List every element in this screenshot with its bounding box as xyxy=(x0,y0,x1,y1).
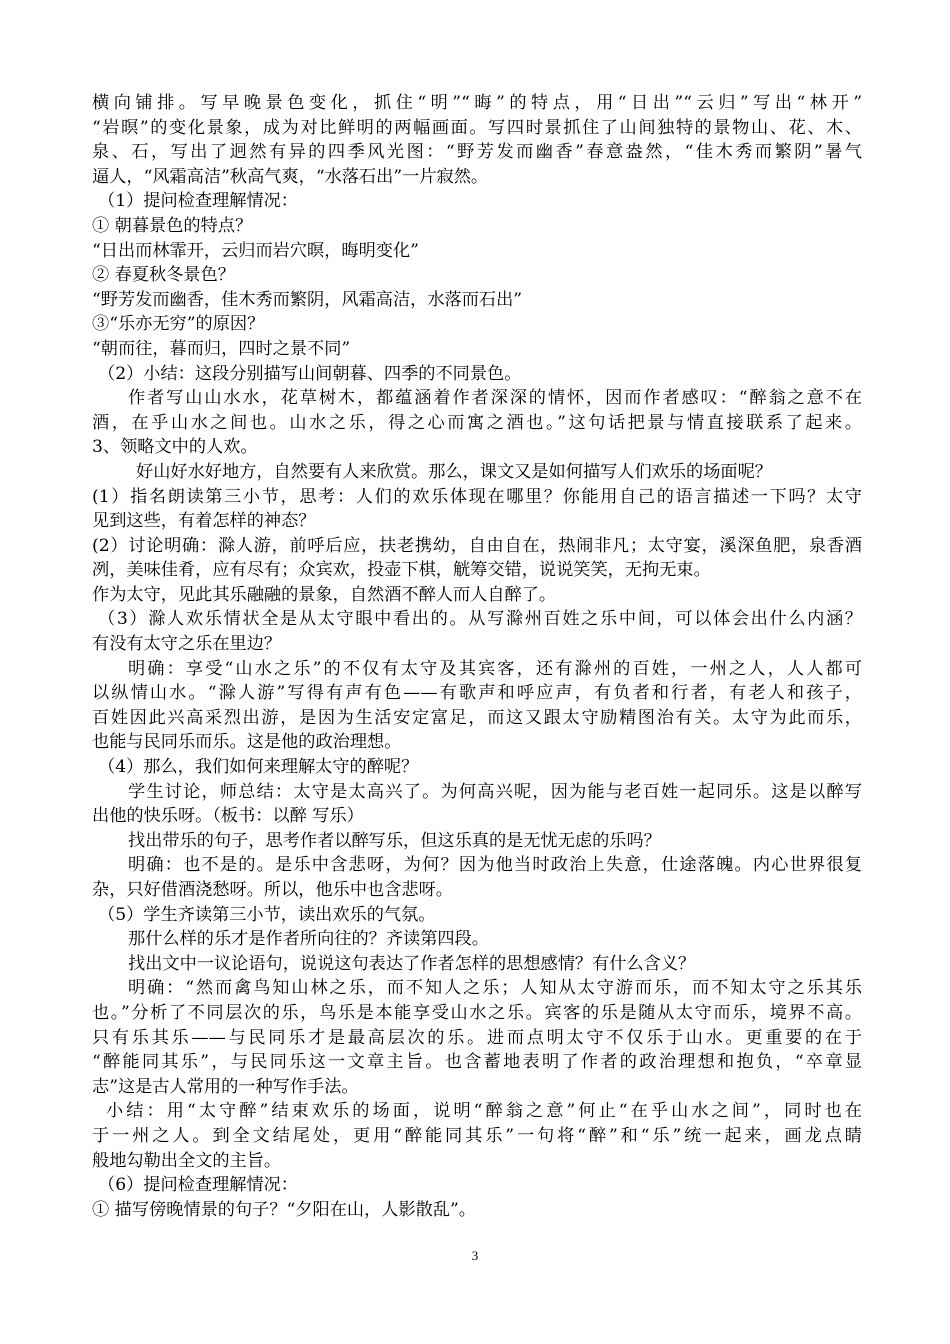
text-line: 3、领略文中的人欢。 xyxy=(92,437,258,458)
text-line: ③“乐亦无穷”的原因？ xyxy=(92,314,265,335)
text-line: 明确：享受“山水之乐”的不仅有太守及其宾客，还有滁州的百姓，一州之人，人人都可 xyxy=(128,658,862,679)
text-line: 找出带乐的句子，思考作者以醉写乐，但这乐真的是无忧无虑的乐吗？ xyxy=(128,830,661,851)
text-line: 好山好水好地方，自然要有人来欣赏。那么，课文又是如何描写人们欢乐的场面呢？ xyxy=(136,461,772,482)
text-line: 杂，只好借酒浇愁呀。所以，他乐中也含悲呀。 xyxy=(92,880,453,900)
text-line: 小结：用“太守醉”结束欢乐的场面，说明“醉翁之意”何止“在乎山水之间”，同时也在 xyxy=(106,1101,862,1122)
text-line: ① 朝暮景色的特点？ xyxy=(92,215,253,236)
text-line: 逼人，“风霜高洁”秋高气爽，“水落石出”一片寂然。 xyxy=(92,166,489,187)
text-line: “野芳发而幽香，佳木秀而繁阴，风霜高洁，水落而石出” xyxy=(92,289,523,310)
text-line: 作为太守，见此其乐融融的景象，自然酒不醉人而人自醉了。 xyxy=(92,584,557,605)
text-line: ② 春夏秋冬景色？ xyxy=(92,265,235,286)
text-line: 学生讨论，师总结：太守是太高兴了。为何高兴呢，因为能与老百姓一起同乐。这是以醉写 xyxy=(128,781,862,802)
text-line: 于一州之人。到全文结尾处，更用“醉能同其乐”一句将“醉”和“乐”统一起来，画龙点睛 xyxy=(92,1125,862,1146)
text-line: 冽，美味佳肴，应有尽有；众宾欢，投壶下棋，觥筹交错，说说笑笑，无拘无束。 xyxy=(92,560,711,581)
text-line: （5）学生齐读第三小节，读出欢乐的气氛。 xyxy=(98,904,436,925)
text-line: “朝而往，暮而归，四时之景不同” xyxy=(92,338,351,359)
text-line: 出他的快乐呀。（板书：以醉 写乐） xyxy=(92,806,364,827)
text-line: 百姓因此兴高采烈出游，是因为生活安定富足，而这又跟太守励精图治有关。太守为此而乐， xyxy=(92,707,862,728)
text-line: 也。”分析了不同层次的乐，鸟乐是本能享受山水之乐。宾客的乐是随从太守而乐，境界不高。 xyxy=(92,1002,862,1023)
text-line: (2）讨论明确：滁人游，前呼后应，扶老携幼，自由自在，热闹非凡；太守宴，溪深鱼肥，泉香酒 xyxy=(92,535,862,556)
text-line: 作者写山山水水，花草树木，都蕴涵着作者深深的情怀，因而作者感叹：“醉翁之意不在 xyxy=(128,388,862,409)
text-line: “岩暝”的变化景象，成为对比鲜明的两幅画面。写四时景抓住了山间独特的景物山、花、木、 xyxy=(92,117,862,138)
text-line: （2）小结：这段分别描写山间朝暮、四季的不同景色。 xyxy=(98,363,522,384)
text-line: 那什么样的乐才是作者所向往的？齐读第四段。 xyxy=(128,929,489,950)
text-line: 般地勾勒出全文的主旨。 xyxy=(92,1150,282,1171)
text-line: 横向铺排。写早晚景色变化，抓住“明”“晦”的特点，用“日出”“云归”写出“林开” xyxy=(92,93,862,113)
text-line: （3）滁人欢乐情状全是从太守眼中看出的。从写滁州百姓之乐中间，可以体会出什么内涵？ xyxy=(98,609,862,630)
text-line: 明确：也不是的。是乐中含悲呀，为何？因为他当时政治上失意，仕途落魄。内心世界很复 xyxy=(128,855,862,876)
text-line: （4）那么，我们如何来理解太守的醉呢？ xyxy=(98,757,419,778)
text-line: “醉能同其乐”，与民同乐这一文章主旨。也含蓄地表明了作者的政治理想和抱负，“卒章显 xyxy=(92,1052,862,1073)
text-line: 只有乐其乐——与民同乐才是最高层次的乐。进而点明太守不仅乐于山水。更重要的在于 xyxy=(92,1027,862,1048)
text-line: ① 描写傍晚情景的句子？“夕阳在山，人影散乱”。 xyxy=(92,1199,476,1220)
text-line: 也能与民同乐而乐。这是他的政治理想。 xyxy=(92,732,402,753)
text-line: （1）提问检查理解情况： xyxy=(98,191,298,212)
text-line: 有没有太守之乐在里边？ xyxy=(92,634,282,655)
text-line: 志”这是古人常用的一种写作手法。 xyxy=(92,1076,359,1097)
text-line: 以纵情山水。“滁人游”写得有声有色——有歌声和呼应声，有负者和行者，有老人和孩子， xyxy=(92,683,862,704)
text-line: (1）指名朗读第三小节，思考：人们的欢乐体现在哪里？你能用自己的语言描述一下吗？太守 xyxy=(92,486,862,507)
text-line: “日出而林霏开，云归而岩穴暝，晦明变化” xyxy=(92,240,419,261)
text-line: 酒，在乎山水之间也。山水之乐，得之心而寓之酒也。”这句话把景与情直接联系了起来。 xyxy=(92,412,862,433)
document-body xyxy=(92,91,862,1222)
text-line: 见到这些，有着怎样的神态？ xyxy=(92,511,316,532)
text-line: 明确：“然而禽鸟知山林之乐，而不知人之乐；人知从太守游而乐，而不知太守之乐其乐 xyxy=(128,978,862,999)
text-line: 泉、石，写出了迥然有异的四季风光图：“野芳发而幽香”春意盎然，“佳木秀而繁阴”暑气 xyxy=(92,142,862,163)
page-number: 3 xyxy=(471,1248,479,1263)
text-line: （6）提问检查理解情况： xyxy=(98,1175,298,1196)
text-line: 找出文中一议论语句，说说这句表达了作者怎样的思想感情？有什么含义？ xyxy=(128,953,696,974)
